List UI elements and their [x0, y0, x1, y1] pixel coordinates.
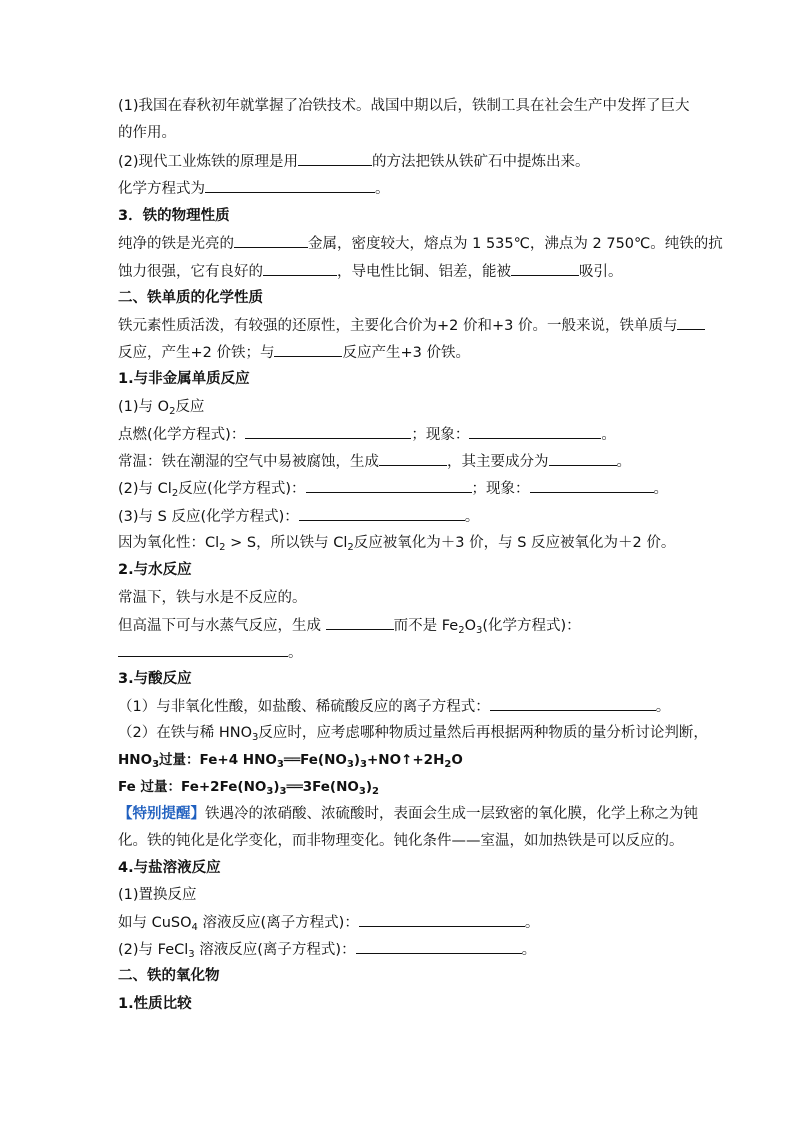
special-reminder-label: 【特别提醒】 [118, 806, 205, 822]
text: 过量：Fe+4 HNO [159, 752, 277, 768]
section-heading [118, 288, 263, 308]
paragraph-line [118, 831, 684, 851]
fill-blank[interactable] [356, 939, 522, 954]
text: ；现象： [411, 427, 470, 443]
text: 铁遇冷的浓硝酸、浓硫酸时，表面会生成一层致密的氧化膜，化学上称之为钝 [205, 806, 698, 822]
subscript: 3 [279, 786, 287, 797]
paragraph-line [118, 315, 705, 336]
fill-blank[interactable] [306, 478, 472, 493]
text: ) [273, 779, 280, 795]
fill-blank[interactable] [469, 424, 601, 439]
fill-blank[interactable] [245, 424, 411, 439]
paragraph-line [118, 696, 670, 717]
subscript: 3 [188, 949, 195, 960]
text: Fe 过量：Fe+2Fe(NO [118, 779, 267, 795]
text: 1.与非金属单质反应 [118, 371, 250, 387]
subscript: 3 [266, 786, 274, 797]
text: 二、铁的氧化物 [118, 968, 220, 984]
text: 而不是 Fe [393, 618, 459, 634]
equation-line [118, 750, 463, 770]
text: 。 [375, 181, 390, 197]
section-heading [118, 369, 250, 389]
text: 反应，产生+2 价铁；与 [118, 345, 275, 361]
fill-blank[interactable] [205, 178, 375, 193]
subscript: 3 [152, 759, 160, 770]
text: 反应(化学方程式)： [178, 481, 306, 497]
section-heading [118, 994, 192, 1014]
paragraph-line [118, 233, 723, 254]
subscript: 3 [475, 625, 483, 636]
text: 4.与盐溶液反应 [118, 860, 221, 876]
subscript: 4 [191, 922, 198, 933]
text: 蚀力很强，它有良好的 [118, 264, 263, 280]
subscript: 2 [372, 786, 379, 797]
paragraph-line [118, 151, 590, 172]
fill-blank[interactable] [326, 615, 394, 630]
text: 。 [521, 942, 537, 958]
text: 吸引。 [579, 264, 623, 280]
text: 但高温下可与水蒸气反应，生成 [118, 618, 326, 634]
subscript: 2 [169, 406, 176, 417]
text: O [451, 752, 463, 768]
text: 常温：铁在潮湿的空气中易被腐蚀，生成 [118, 454, 379, 470]
text: 金属，密度较大，熔点为 1 535℃，沸点为 2 750℃。纯铁的抗 [308, 236, 723, 252]
fill-blank[interactable] [263, 261, 337, 276]
text: ══Fe(NO [283, 752, 347, 768]
fill-blank[interactable] [274, 342, 342, 357]
text: ，其主要成分为 [447, 454, 549, 470]
fill-blank[interactable] [530, 478, 654, 493]
subscript: 2 [458, 625, 465, 636]
text: (2)与 Cl [118, 481, 172, 497]
section-heading [118, 206, 230, 226]
equation-line [118, 777, 379, 797]
text: +NO↑+2H [366, 752, 445, 768]
subscript: 3 [358, 786, 366, 797]
text: 的作用。 [118, 125, 176, 141]
text: 二、铁单质的化学性质 [118, 290, 263, 306]
text: ══3Fe(NO [286, 779, 359, 795]
fill-blank[interactable] [299, 506, 465, 521]
paragraph-line [118, 885, 197, 905]
text: ；现象： [471, 481, 530, 497]
text: ) [365, 779, 373, 795]
section-heading [118, 966, 220, 986]
text: 3．铁的物理性质 [118, 208, 230, 224]
paragraph-line [118, 123, 176, 143]
text: 反应产生+3 价铁。 [342, 345, 470, 361]
paragraph-line [118, 478, 668, 499]
paragraph-line [118, 342, 470, 363]
text: 常温下，铁与水是不反应的。 [118, 590, 307, 606]
text: 反应 [175, 399, 205, 415]
text: O [464, 618, 476, 634]
text: 。 [653, 481, 669, 497]
paragraph-line [118, 451, 631, 472]
text: 。 [464, 509, 480, 525]
section-heading [118, 858, 221, 878]
paragraph-line [118, 939, 536, 960]
text: (2)现代工业炼铁的原理是用 [118, 154, 299, 170]
subscript: 2 [347, 542, 354, 553]
subscript: 2 [171, 488, 179, 499]
text: (3)与 S 反应(化学方程式)： [118, 509, 299, 525]
fill-blank[interactable] [298, 151, 372, 166]
paragraph-line [118, 506, 479, 527]
text: 纯净的铁是光亮的 [118, 236, 234, 252]
fill-blank[interactable] [549, 451, 617, 466]
fill-blank[interactable] [379, 451, 447, 466]
text: > S，所以铁与 Cl [225, 535, 348, 551]
fill-blank[interactable] [359, 912, 525, 927]
text: ，导电性比铜、铝差，能被 [337, 264, 511, 280]
paragraph-line [118, 642, 303, 663]
text: 溶液反应(离子方程式)： [194, 942, 356, 958]
subscript: 3 [360, 759, 367, 770]
text: (2)与 FeCl [118, 942, 189, 958]
text: 溶液反应(离子方程式)： [197, 915, 359, 931]
text: 2.与水反应 [118, 562, 192, 578]
text: 。 [616, 454, 631, 470]
text: 3.与酸反应 [118, 671, 192, 687]
fill-blank[interactable] [511, 261, 579, 276]
paragraph-line [118, 178, 390, 199]
text: 。 [524, 915, 540, 931]
text: （2）在铁与稀 HNO [118, 725, 252, 741]
text: ) [353, 752, 360, 768]
text: 因为氧化性：Cl [118, 535, 220, 551]
text: 反应时，应考虑哪种物质过量然后再根据两种物质的量分析讨论判断， [258, 725, 708, 741]
text: （1）与非氧化性酸，如盐酸、稀硫酸反应的离子方程式： [118, 699, 490, 715]
subscript: 3 [252, 732, 259, 743]
text: 如与 CuSO [118, 915, 192, 931]
section-heading [118, 560, 192, 580]
section-heading [118, 669, 192, 689]
text: 。 [601, 427, 616, 443]
paragraph-line [118, 96, 690, 116]
subscript: 2 [219, 542, 226, 553]
fill-blank[interactable] [677, 315, 705, 330]
text: 反应被氧化为＋3 价，与 S 反应被氧化为＋2 价。 [353, 535, 676, 551]
text: (1)置换反应 [118, 887, 197, 903]
paragraph-line [118, 397, 204, 417]
text: 化学方程式为 [118, 181, 205, 197]
text: 1.性质比较 [118, 996, 192, 1012]
paragraph-line [118, 588, 307, 608]
subscript: 2 [444, 759, 452, 770]
paragraph-line [118, 723, 708, 743]
paragraph-line [118, 804, 698, 824]
text: 化。铁的钝化是化学变化，而非物理变化。钝化条件——室温，如加热铁是可以反应的。 [118, 833, 684, 849]
fill-blank[interactable] [118, 642, 288, 657]
text: HNO [118, 752, 153, 768]
paragraph-line [118, 912, 539, 933]
paragraph-line [118, 615, 581, 636]
text: 。 [655, 699, 671, 715]
text: 铁元素性质活泼，有较强的还原性，主要化合价为+2 价和+3 价。一般来说，铁单质与 [118, 318, 678, 334]
paragraph-line [118, 533, 675, 553]
paragraph-line [118, 261, 623, 282]
fill-blank[interactable] [234, 233, 308, 248]
text: (1)与 O [118, 399, 170, 415]
subscript: 3 [276, 759, 284, 770]
text: 。 [288, 645, 303, 661]
paragraph-line [118, 424, 616, 445]
text: (1)我国在春秋初年就掌握了冶铁技术。战国中期以后，铁制工具在社会生产中发挥了巨大 [118, 98, 690, 114]
subscript: 3 [346, 759, 354, 770]
text: 点燃(化学方程式)： [118, 427, 246, 443]
text: (化学方程式)： [482, 618, 581, 634]
text: 的方法把铁从铁矿石中提炼出来。 [372, 154, 590, 170]
fill-blank[interactable] [490, 696, 656, 711]
